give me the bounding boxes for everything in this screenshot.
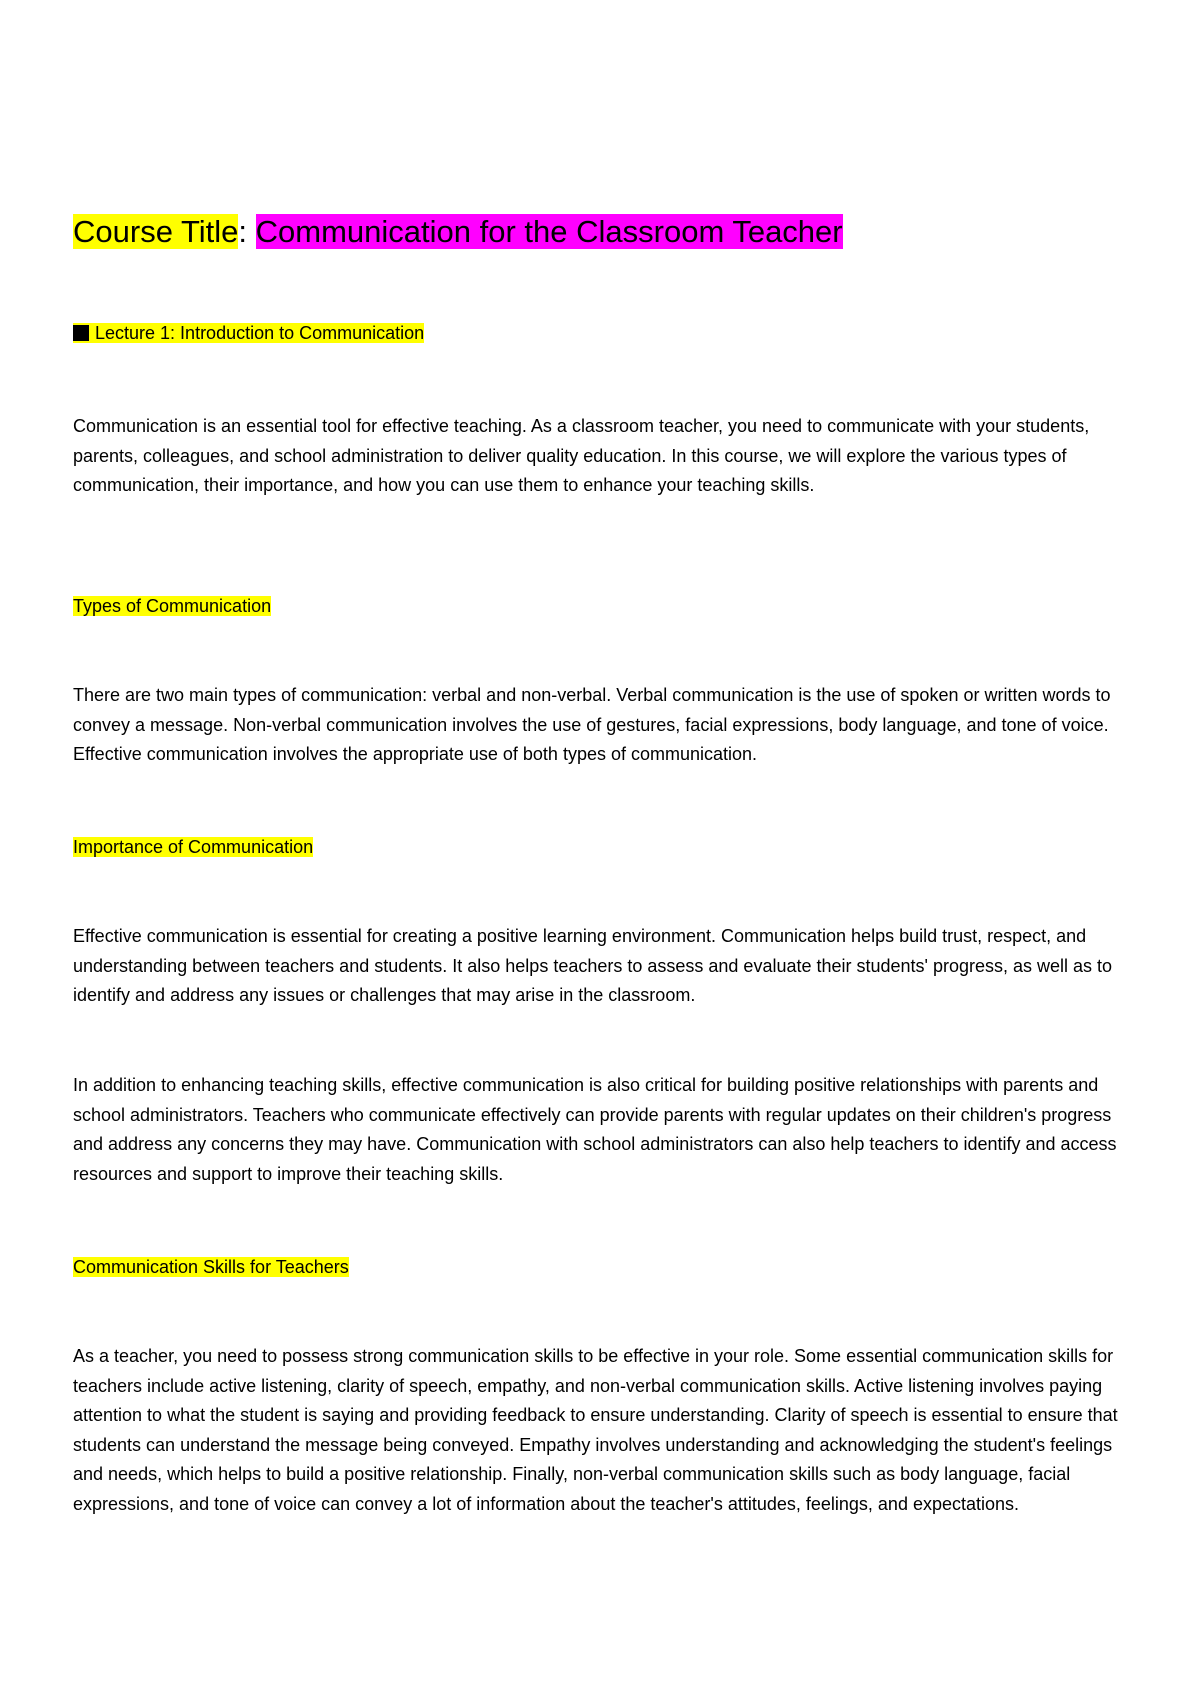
course-title-value: Communication for the Classroom Teacher	[255, 214, 843, 249]
intro-paragraph: Communication is an essential tool for effective teaching. As a classroom teacher, you need to communicate with your students, parents, colleagues, and school administration to deliver quality education. In this course, we will explore the various types of communication, their importance, and how you can use them to enhance your teaching skills.	[73, 416, 1090, 495]
course-title	[73, 212, 1143, 252]
course-title-separator: :	[238, 214, 248, 249]
skills-paragraph: As a teacher, you need to possess strong communication skills to be effective in your role. Some essential communication skills for teachers include active listening, clarity of speech, empathy, and non-verbal communication skills. Active listening involves paying attention to what the student is saying and providing feedback to ensure understanding. Clarity of speech is essential to ensure that students can understand the message being conveyed. Empathy involves understanding and acknowledging the student's feelings and needs, which helps to build a positive relationship. Finally, non-verbal communication skills such as body language, facial expressions, and tone of voice can convey a lot of information about the teacher's attitudes, feelings, and expectations.	[73, 1346, 1118, 1514]
types-paragraph: There are two main types of communication: verbal and non-verbal. Verbal communication is the use of spoken or written words to convey a message. Non-verbal communication involves the use of gestures, facial expressions, body language, and tone of voice. Effective communication involves the appropriate use of both types of communication.	[73, 685, 1111, 764]
types-heading	[73, 593, 1143, 619]
importance-heading	[73, 834, 1143, 860]
importance-paragraph-1: Effective communication is essential for creating a positive learning environment. Communication helps build trust, respect, and understanding between teachers and students. It also helps teachers to assess and evaluate their students' progress, as well as to identify and address any issues or challenges that may arise in the classroom.	[73, 926, 1113, 1005]
importance-paragraph-2: In addition to enhancing teaching skills, effective communication is also critical for building positive relationships with parents and school administrators. Teachers who communicate effectively can provide parents with regular updates on their children's progress and address any concerns they may have. Communication with school administrators can also help teachers to identify and access resources and support to improve their teaching skills.	[73, 1075, 1117, 1184]
skills-heading-text: Communication Skills for Teachers	[73, 1257, 349, 1277]
skills-heading	[73, 1254, 1143, 1280]
lecture-heading	[73, 320, 1143, 346]
lecture-heading-text: Lecture 1: Introduction to Communication	[95, 323, 425, 343]
types-heading-text: Types of Communication	[73, 596, 272, 616]
course-title-label: Course Title	[73, 214, 239, 249]
square-bullet-icon	[73, 325, 89, 341]
importance-heading-text: Importance of Communication	[73, 837, 314, 857]
